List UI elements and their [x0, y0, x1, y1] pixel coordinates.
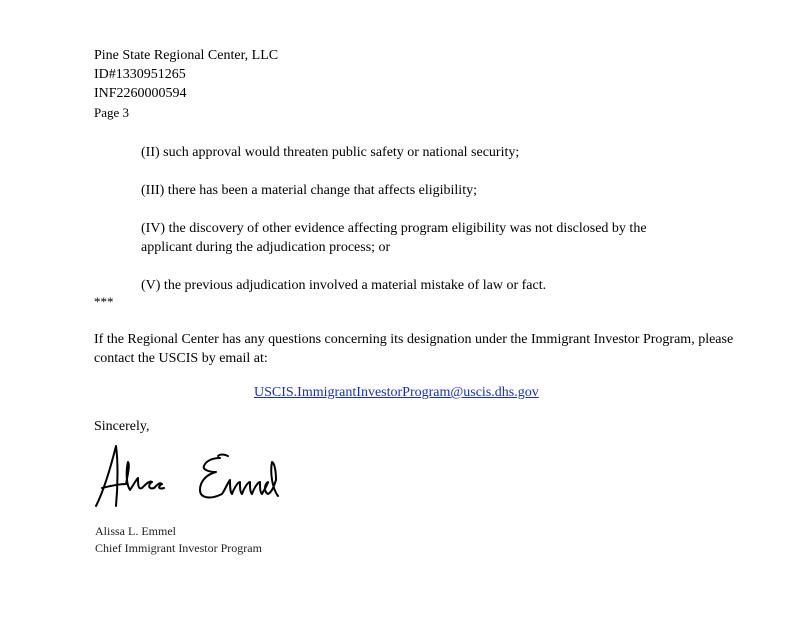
email-link[interactable]: USCIS.ImmigrantInvestorProgram@uscis.dhs.gov — [254, 385, 539, 400]
handwritten-signature — [92, 440, 282, 518]
page-number: Page 3 — [94, 105, 130, 120]
clause-ii: (II) such approval would threaten public safety or national security; — [141, 145, 520, 160]
closing-salutation: Sincerely, — [94, 419, 150, 434]
contact-paragraph: If the Regional Center has any questions concerning its designation under the Immigrant Investor Program, please contact the USCIS by email at: — [94, 332, 734, 366]
signer-name: Alissa L. Emmel — [95, 524, 176, 538]
company-id: ID#1330951265 — [94, 67, 186, 82]
inf-number: INF2260000594 — [94, 86, 187, 101]
company-name: Pine State Regional Center, LLC — [94, 48, 279, 63]
section-separator: *** — [94, 294, 114, 309]
clause-iv: (IV) the discovery of other evidence affecting program eligibility was not disclosed by the applicant during the adjudication process; or — [141, 221, 647, 255]
clause-iii: (III) there has been a material change that affects eligibility; — [141, 183, 477, 198]
signer-title: Chief Immigrant Investor Program — [95, 541, 262, 555]
clause-v: (V) the previous adjudication involved a material mistake of law or fact. — [141, 278, 547, 293]
